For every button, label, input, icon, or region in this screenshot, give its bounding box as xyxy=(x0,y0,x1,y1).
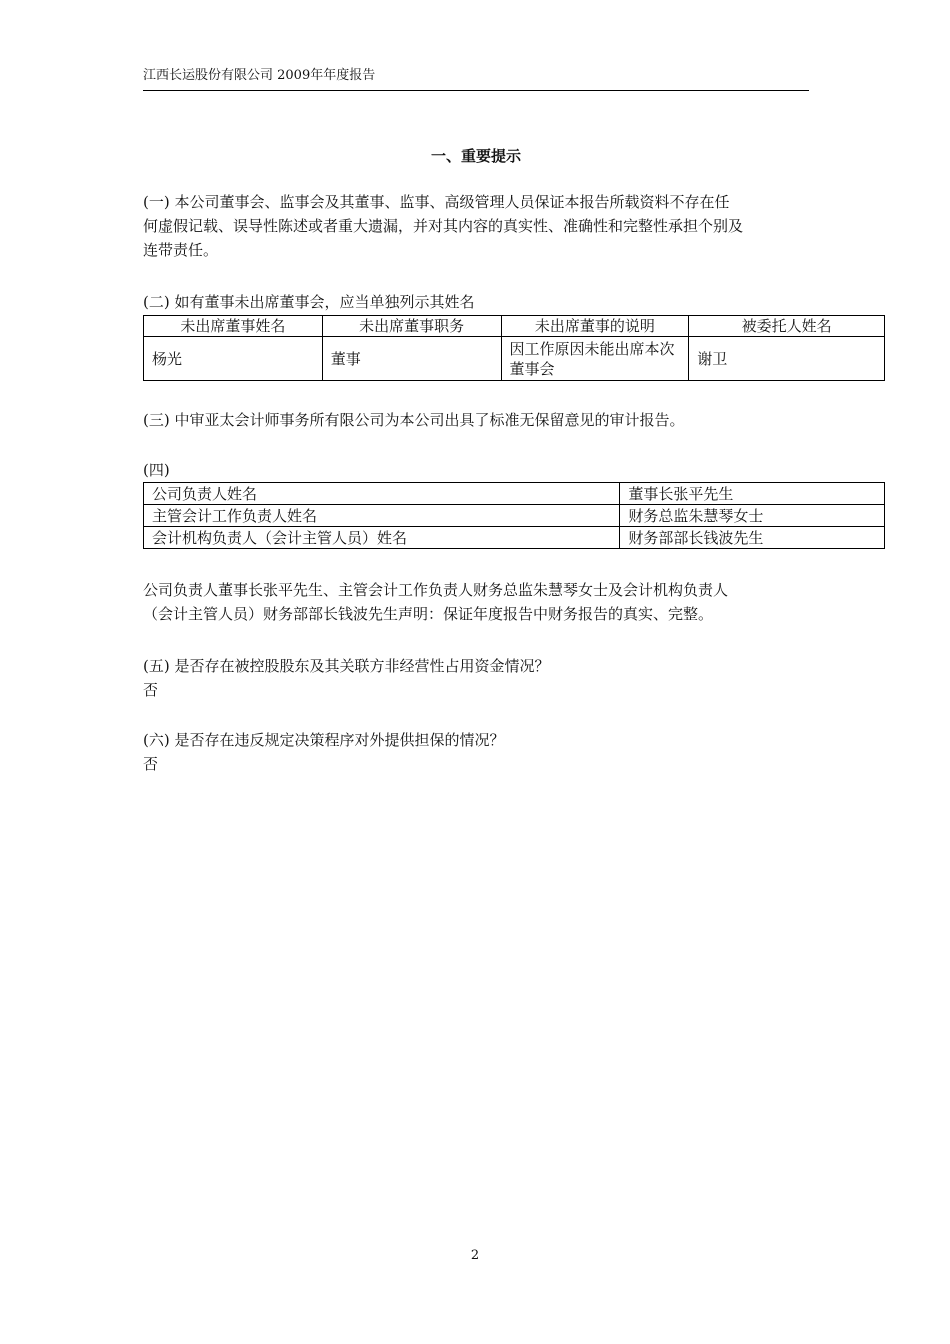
table-cell-label: 主管会计工作负责人姓名 xyxy=(144,505,620,527)
item-6-question: (六) 是否存在违反规定决策程序对外提供担保的情况？ xyxy=(143,731,505,749)
item-4-heading: (四) xyxy=(143,461,170,479)
column-header: 未出席董事姓名 xyxy=(144,316,323,337)
page-number: 2 xyxy=(470,1248,480,1263)
table-header-row xyxy=(144,316,885,337)
column-header: 未出席董事职务 xyxy=(322,316,501,337)
table-row xyxy=(144,505,885,527)
table-cell: 杨光 xyxy=(144,337,323,381)
item-5-question: (五) 是否存在被控股股东及其关联方非经营性占用资金情况？ xyxy=(143,657,550,675)
item-3-paragraph: (三) 中审亚太会计师事务所有限公司为本公司出具了标准无保留意见的审计报告。 xyxy=(143,411,685,429)
table-cell-value: 财务总监朱慧琴女士 xyxy=(620,505,885,527)
table-cell: 因工作原因未能出席本次董事会 xyxy=(501,337,689,381)
report-header: 江西长运股份有限公司 2009年年度报告 xyxy=(143,68,809,91)
absent-directors-table xyxy=(143,315,885,381)
table-cell-label: 会计机构负责人（会计主管人员）姓名 xyxy=(144,527,620,549)
table-cell: 董事 xyxy=(322,337,501,381)
table-cell-value: 董事长张平先生 xyxy=(620,483,885,505)
table-cell-value: 财务部部长钱波先生 xyxy=(620,527,885,549)
item-6-answer: 否 xyxy=(143,755,159,773)
table-row xyxy=(144,337,885,381)
table-row xyxy=(144,527,885,549)
column-header: 未出席董事的说明 xyxy=(501,316,689,337)
responsible-persons-table xyxy=(143,482,885,549)
item-1-paragraph: (一) 本公司董事会、监事会及其董事、监事、高级管理人员保证本报告所载资料不存在任 何虚假记载、误导性陈述或者重大遗漏，并对其内容的真实性、准确性和完整性承担个别及 连带责任。 xyxy=(143,193,744,259)
section-title: 一、重要提示 xyxy=(430,147,521,165)
item-2-heading: (二) 如有董事未出席董事会，应当单独列示其姓名 xyxy=(143,293,475,311)
table-row xyxy=(144,483,885,505)
column-header: 被委托人姓名 xyxy=(689,316,885,337)
statement-paragraph: 公司负责人董事长张平先生、主管会计工作负责人财务总监朱慧琴女士及会计机构负责人 （会计主管人员）财务部部长钱波先生声明：保证年度报告中财务报告的真实、完整。 xyxy=(143,581,729,623)
item-5-answer: 否 xyxy=(143,681,159,699)
table-cell: 谢卫 xyxy=(689,337,885,381)
table-cell-label: 公司负责人姓名 xyxy=(144,483,620,505)
